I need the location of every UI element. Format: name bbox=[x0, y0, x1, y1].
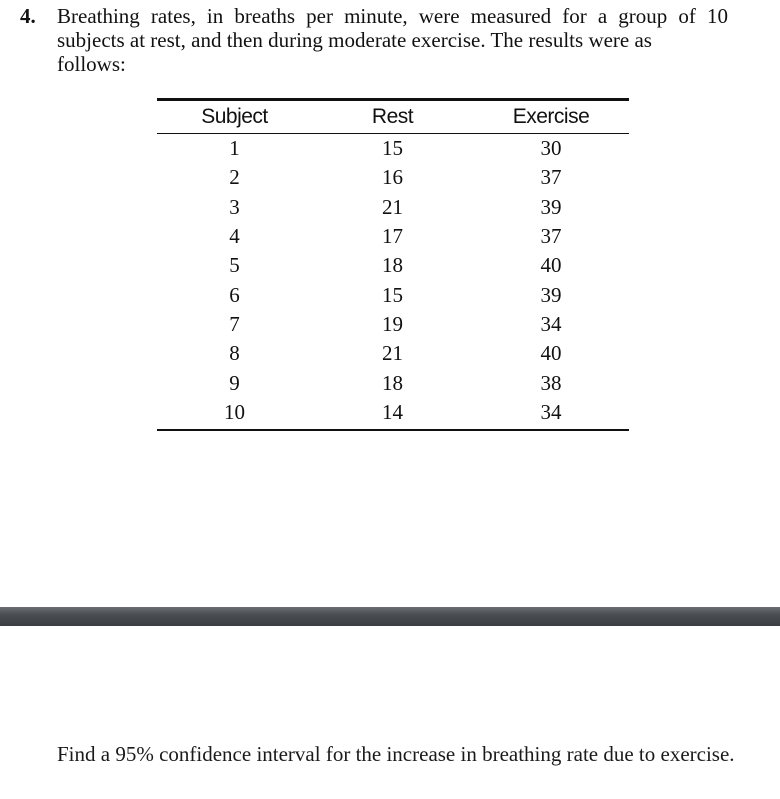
cell-subject: 3 bbox=[229, 194, 240, 219]
breathing-rates-table-container bbox=[157, 98, 629, 431]
table-row bbox=[157, 339, 629, 368]
cell-rest: 15 bbox=[382, 282, 403, 307]
document-page-bottom bbox=[0, 626, 780, 799]
header-rest: Rest bbox=[371, 105, 414, 128]
question-text bbox=[57, 4, 728, 76]
table-row bbox=[157, 368, 629, 397]
cell-exercise: 40 bbox=[540, 253, 562, 278]
cell-subject: 6 bbox=[229, 282, 240, 307]
header-subject: Subject bbox=[201, 105, 268, 128]
table-row bbox=[157, 398, 629, 430]
cell-subject: 4 bbox=[229, 224, 240, 249]
table-header-row bbox=[157, 100, 629, 134]
cell-exercise: 34 bbox=[540, 399, 562, 424]
cell-rest: 18 bbox=[382, 370, 403, 395]
table-row bbox=[157, 310, 629, 339]
cell-exercise: 39 bbox=[540, 282, 562, 307]
cell-subject: 10 bbox=[224, 399, 245, 424]
table-row bbox=[157, 251, 629, 280]
table-row bbox=[157, 280, 629, 309]
cell-rest: 14 bbox=[382, 399, 403, 424]
cell-rest: 21 bbox=[382, 341, 403, 366]
cell-exercise: 37 bbox=[540, 165, 562, 190]
question-number: 4. bbox=[20, 4, 36, 28]
header-exercise: Exercise bbox=[512, 105, 590, 128]
cell-exercise: 38 bbox=[540, 370, 562, 395]
cell-rest: 19 bbox=[382, 311, 403, 336]
cell-rest: 18 bbox=[382, 253, 403, 278]
table-row bbox=[157, 222, 629, 251]
cell-rest: 17 bbox=[382, 224, 403, 249]
table-body bbox=[157, 134, 629, 430]
page-divider-bar bbox=[0, 607, 780, 626]
table-row bbox=[157, 193, 629, 222]
cell-exercise: 30 bbox=[540, 136, 562, 161]
table-row bbox=[157, 163, 629, 192]
cell-exercise: 34 bbox=[540, 311, 562, 336]
cell-rest: 15 bbox=[382, 136, 403, 161]
cell-subject: 9 bbox=[229, 370, 240, 395]
cell-exercise: 39 bbox=[540, 194, 562, 219]
breathing-rates-table bbox=[157, 98, 629, 431]
question-text-main: Breathing rates, in breaths per minute, were measured for a group of 10 subjects at rest, and then during moderate exercise. The results were as bbox=[57, 4, 728, 52]
question-text-last: follows: bbox=[57, 52, 126, 76]
cell-exercise: 40 bbox=[540, 341, 562, 366]
cell-exercise: 37 bbox=[540, 224, 562, 249]
table-row bbox=[157, 134, 629, 164]
question-prompt: Find a 95% confidence interval for the increase in breathing rate due to exercise. bbox=[57, 742, 735, 766]
cell-rest: 21 bbox=[382, 194, 403, 219]
cell-subject: 5 bbox=[229, 253, 240, 278]
cell-subject: 2 bbox=[229, 165, 240, 190]
cell-subject: 8 bbox=[229, 341, 240, 366]
cell-subject: 7 bbox=[229, 311, 240, 336]
cell-subject: 1 bbox=[229, 136, 240, 161]
cell-rest: 16 bbox=[382, 165, 403, 190]
